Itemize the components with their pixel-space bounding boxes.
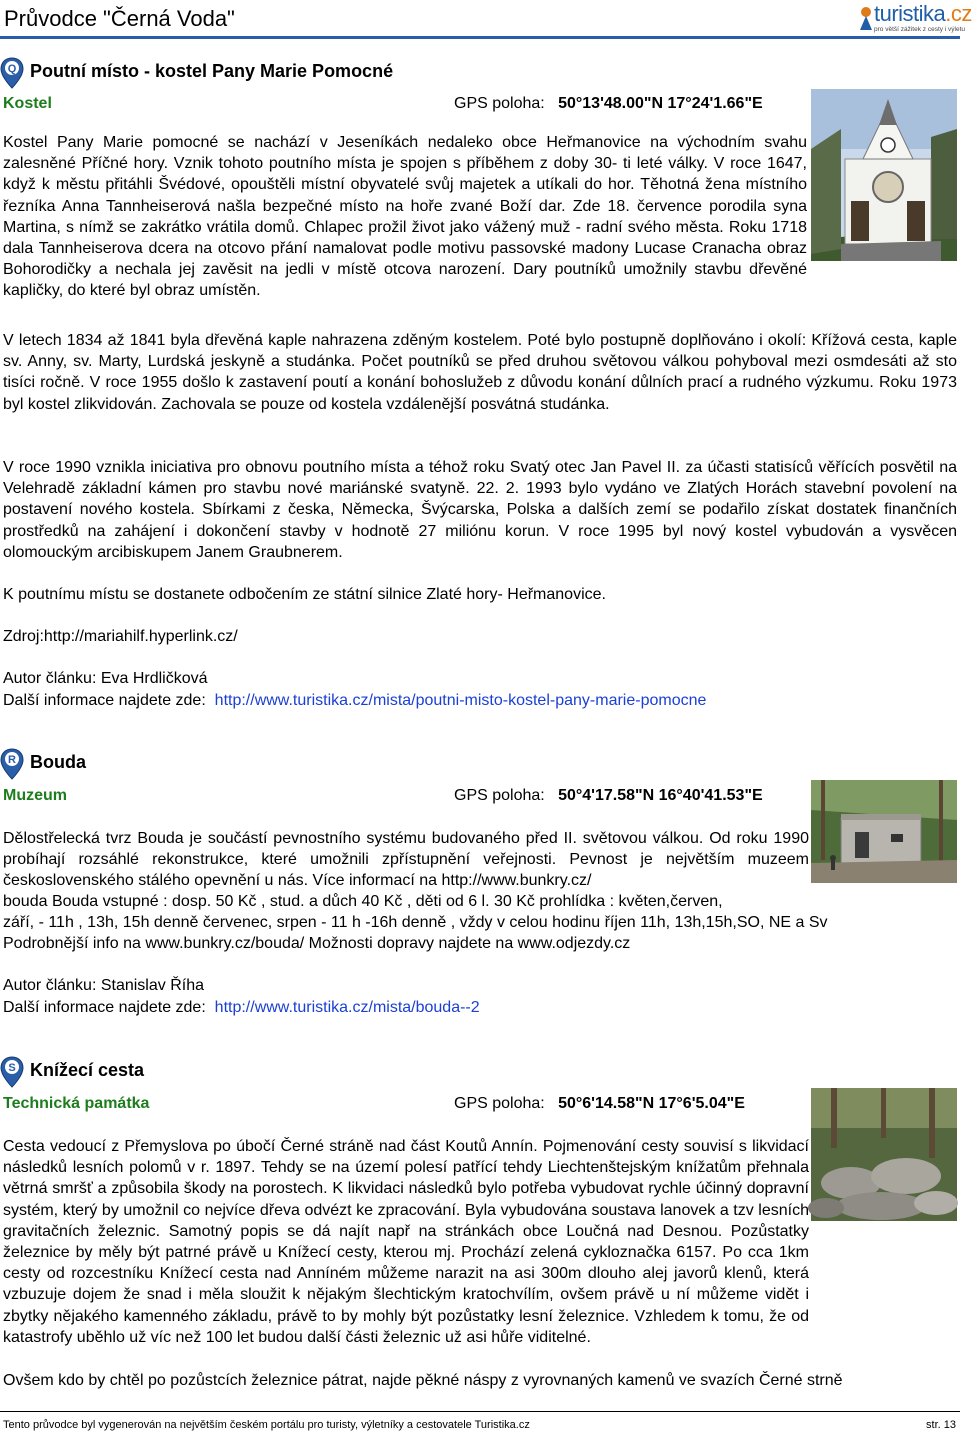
article-paragraph: K poutnímu místu se dostanete odbočením ze státní silnice Zlaté hory- Heřmanovice. xyxy=(3,586,606,603)
guide-title: Průvodce "Černá Voda" xyxy=(4,6,235,31)
gps-position: GPS poloha: 50°6'14.58"N 17°6'5.04"E xyxy=(454,1095,745,1112)
article-paragraph: Kostel Pany Marie pomocné se nachází v Jeseníkách nedaleko obce Heřmanovice na východním svahu zalesněné Příčné hory. Vznik tohoto poutního místa je spojen s příběhem z doby 30- ti leté války. V roce 1647, když k městu přitáhli Švédové, opouštěli místní obyvatelé svůj majetek a utíkali do hor. Těhotná žena místního řezníka Anna Tannheiserová našla bezpečné místo na hoře zvané Boží dar. Zde 18. července porodila syna Martina, s nímž se zakrátko vrátila domů. Chlapec prožil život jako vážený muž - radní svého města. Roku 1718 dala Tannheiserova dcera na otcovo přání namalovat podle motivu passovské madony Lucase Cranacha obraz Bohorodičky a nechala jej zavěsit na jedli v místě otcova narození. Dary poutníků umožnily stavbu dřevěné kapličky, do které byl obraz umístěn. xyxy=(3,134,807,300)
map-pin-r-icon xyxy=(0,748,24,780)
svg-text:S: S xyxy=(8,1062,16,1074)
article-paragraph: Podrobnější info na www.bunkry.cz/bouda/ Možnosti dopravy najdete na www.odjezdy.cz xyxy=(3,935,631,952)
category-label: Muzeum xyxy=(3,787,67,804)
forest-path-photo xyxy=(811,1088,957,1221)
logo-emblem-icon xyxy=(858,6,874,32)
category-label: Technická památka xyxy=(3,1095,150,1112)
more-info-link[interactable]: http://www.turistika.cz/mista/poutni-misto-kostel-pany-marie-pomocne xyxy=(214,692,707,709)
article-author: Autor článku: Stanislav Říha xyxy=(3,977,204,994)
logo-tagline: pro větší zážitek z cesty i výletu xyxy=(874,26,966,33)
article-paragraph: září, - 11h , 13h, 15h denně červenec, srpen - 11 h -16h denně , vždy v celou hodinu říjen 11h, 13h,15h,SO, NE a Sv xyxy=(3,914,828,931)
map-pin-q-icon xyxy=(0,57,24,89)
gps-value: 50°6'14.58"N 17°6'5.04"E xyxy=(558,1095,745,1112)
category-label: Kostel xyxy=(3,95,52,112)
map-pin-s-icon xyxy=(0,1056,24,1088)
source-line: Zdroj:http://mariahilf.hyperlink.cz/ xyxy=(3,628,238,645)
more-info-link[interactable]: http://www.turistika.cz/mista/bouda--2 xyxy=(214,999,480,1016)
more-info-line: Další informace najdete zde: http://www.turistika.cz/mista/poutni-misto-kostel-pany-marie-pomocne xyxy=(3,692,707,709)
footer-note: Tento průvodce byl vygenerován na největším českém portálu pro turisty, výletníky a cestovatele Turistika.cz xyxy=(3,1419,530,1431)
article-author: Autor článku: Eva Hrdličková xyxy=(3,670,208,687)
section-title: Bouda xyxy=(30,752,86,772)
section-title: Poutní místo - kostel Pany Marie Pomocné xyxy=(30,61,394,81)
bunker-photo xyxy=(811,780,957,883)
gps-value: 50°13'48.00"N 17°24'1.66"E xyxy=(558,95,763,112)
article-paragraph: Dělostřelecká tvrz Bouda je součástí pevnostního systému budovaného před II. světovou válkou. Od roku 1990 probíhají rozsáhlé rekonstrukce, které umožnili zpřístupnění veřejnosti. Pevnost je největším muzeem československého stálého opevnění u nás. Více informací na http://www.bunkry.cz/ xyxy=(3,830,809,890)
logo-wordmark: turistika.cz xyxy=(874,1,972,26)
gps-position: GPS poloha: 50°4'17.58"N 16°40'41.53"E xyxy=(454,787,763,804)
article-paragraph: Cesta vedoucí z Přemyslova po úbočí Černé stráně nad část Koutů Annín. Pojmenování cesty souvisí s likvidací následků lesních polomů v r. 1897. Tehdy se na území polesí patřící tehdy Liechtenštejským knížatům přehnala větrná smršť a způsobila škody na porostech. K likvidaci následků bylo potřeba vybudovat rychle účinný dopravní systém, který by umožnil co nejvíce dřeva odvézt ke zpracování. Byla vybudována soustava lanovek a tzv lesních gravitačních železnic. Samotný popis se dá najít např na stránkách obce Loučná nad Desnou. Pozůstatky železnice by měly být patrné právě u Knížecí cesty, kterou mj. Prochází zelená cykloznačka 6157. Po cca 1km cesty od rozcestníku Knížecí cesta nad Anníném můžeme narazit na asi 300m dlouho alej javorů klenů, která vzbuzuje dojem že snad i měla sloužit k nějakým šlechtickým kratochvílím, ovšem právě u ní můžeme vidět i zbytky nějakého kamenného základu, právě to by mohly být pozůstatky lesní železnice. Vzhledem k tomu, že od katastrofy uběhlo už víc než 100 let budou další části železnic už asi hůře viditelné. xyxy=(3,1138,809,1346)
more-info-line: Další informace najdete zde: http://www.turistika.cz/mista/bouda--2 xyxy=(3,999,480,1016)
header-divider xyxy=(0,36,960,39)
section-title: Knížecí cesta xyxy=(30,1060,145,1080)
gps-value: 50°4'17.58"N 16°40'41.53"E xyxy=(558,787,763,804)
svg-text:R: R xyxy=(8,754,16,766)
gps-position: GPS poloha: 50°13'48.00"N 17°24'1.66"E xyxy=(454,95,763,112)
article-paragraph: V roce 1990 vznikla iniciativa pro obnovu poutního místa a téhož roku Svatý otec Jan Pavel II. za účasti statisíců věřících posvětil na Velehradě základní kámen pro stavbu nové mariánské svatyně. 22. 2. 1993 bylo vydáno ve Zlatých Horách stavební povolení na postavení nového kostela. Sbírkami z česka, Německa, Švýcarska, Polska a dalších zemí se podařilo získat dostatek finančních prostředků na zahájení i dokončení stavby v hodnotě 27 miliónu korun. V roce 1995 byl nový kostel vybudován a vysvěcen olomouckým arcibiskupem Janem Graubnerem. xyxy=(3,459,957,561)
footer-divider xyxy=(0,1411,960,1412)
svg-text:Q: Q xyxy=(7,63,17,75)
article-paragraph: Ovšem kdo by chtěl po pozůstcích železnice pátrat, najde pěkné náspy z vyrovnaných kamenů ve svazích Černé strně xyxy=(3,1372,843,1389)
article-paragraph: bouda Bouda vstupné : dosp. 50 Kč , stud. a důch 40 Kč , děti od 6 l. 30 Kč prohlídka : květen,červen, xyxy=(3,893,723,910)
turistika-logo[interactable] xyxy=(858,1,972,34)
page-number: str. 13 xyxy=(926,1419,956,1431)
page-header xyxy=(0,0,972,38)
article-paragraph: V letech 1834 až 1841 byla dřevěná kaple nahrazena zděným kostelem. Poté bylo postupně doplňováno i okolí: Křížová cesta, kaple sv. Anny, sv. Marty, Lurdská jeskyně a studánka. Počet poutníků se před druhou světovou válkou pohyboval mezi osmdesáti až sto tisíci ročně. V roce 1955 došlo k zastavení poutí a konání bohoslužeb z důvodu konání důlních prací a rudného výzkumu. Roku 1973 byl kostel zlikvidován. Zachovala se pouze od kostela vzdálenější posvátná studánka. xyxy=(3,332,957,413)
